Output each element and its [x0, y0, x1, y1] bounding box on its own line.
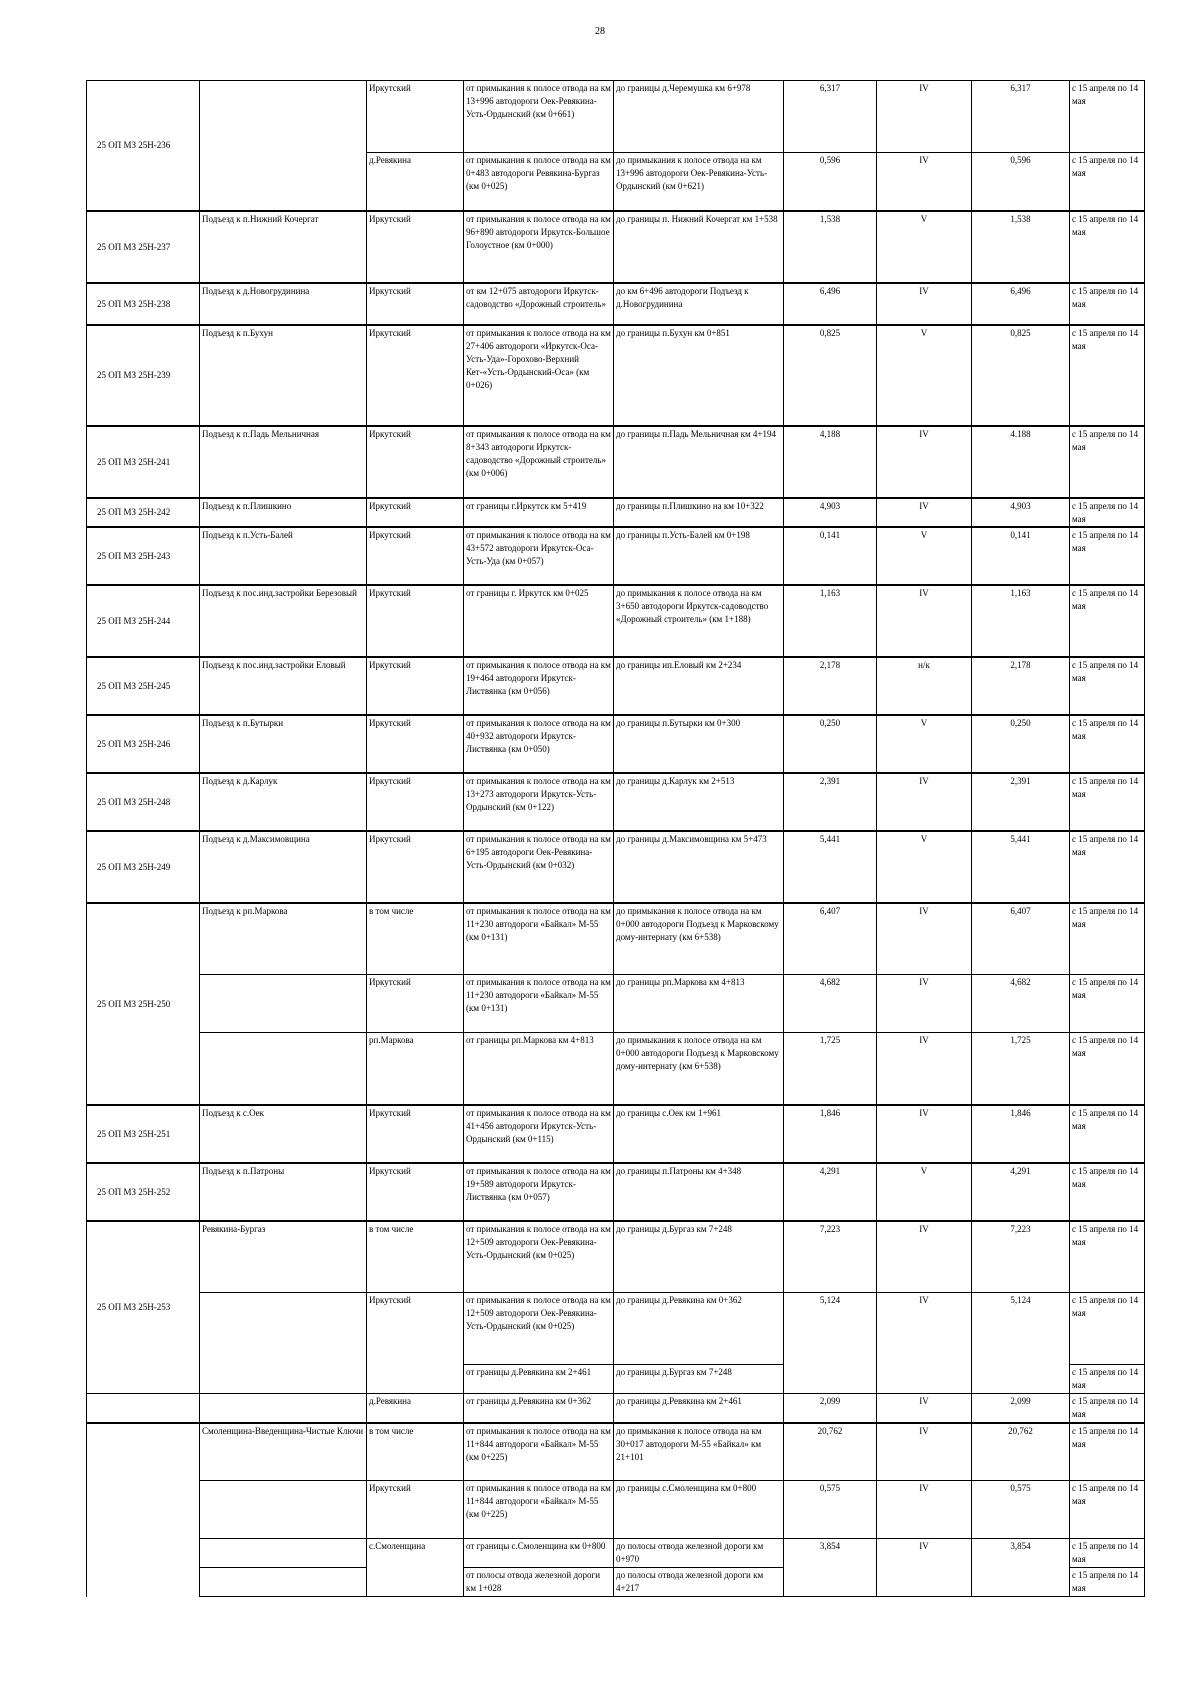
- category-cell: IV: [877, 1481, 972, 1539]
- to-cell: до полосы отвода железной дороги км 4+217: [614, 1568, 784, 1597]
- to-cell: до границы д.Бургаз км 7+248: [614, 1221, 784, 1293]
- length-restricted-cell: 0,250: [972, 715, 1070, 773]
- length-cell: 6,496: [784, 283, 877, 325]
- district-cell: с.Смоленщина: [367, 1539, 464, 1597]
- length-cell: 1,846: [784, 1105, 877, 1163]
- to-cell: до границы п.Падь Мельничная км 4+194: [614, 426, 784, 498]
- from-cell: от примыкания к полосе отвода на км 12+509 автодороги Оек-Ревякина-Усть-Ордынский (км 0+025): [464, 1293, 614, 1365]
- table-row: [87, 773, 1145, 831]
- table-row: [87, 1481, 1145, 1539]
- road-code-cell: 25 ОП МЗ 25Н-237: [87, 211, 200, 283]
- category-cell: IV: [877, 1394, 972, 1423]
- table-row: [87, 1221, 1145, 1293]
- from-cell: от км 12+075 автодороги Иркутск-садоводство «Дорожный строитель»: [464, 283, 614, 325]
- period-cell: с 15 апреля по 14 мая: [1070, 903, 1145, 975]
- length-restricted-cell: 3,854: [972, 1539, 1070, 1597]
- table-row: [87, 426, 1145, 498]
- category-cell: IV: [877, 81, 972, 153]
- length-cell: 1,725: [784, 1033, 877, 1105]
- from-cell: от примыкания к полосе отвода на км 13+996 автодороги Оек-Ревякина-Усть-Ордынский (км 0+661): [464, 81, 614, 153]
- table-row: [87, 831, 1145, 903]
- length-restricted-cell: 1,538: [972, 211, 1070, 283]
- category-cell: V: [877, 831, 972, 903]
- road-name-cell: Ревякина-Бургаз: [200, 1221, 367, 1293]
- length-restricted-cell: 4.188: [972, 426, 1070, 498]
- table-row: [87, 585, 1145, 657]
- to-cell: до границы д.Бургаз км 7+248: [614, 1365, 784, 1394]
- from-cell: от примыкания к полосе отвода на км 12+509 автодороги Оек-Ревякина-Усть-Ордынский (км 0+025): [464, 1221, 614, 1293]
- to-cell: до границы п.Патроны км 4+348: [614, 1163, 784, 1221]
- length-cell: 4,188: [784, 426, 877, 498]
- to-cell: до примыкания к полосе отвода на км 3+650 автодороги Иркутск-садоводство «Дорожный строитель» (км 1+188): [614, 585, 784, 657]
- district-cell: Иркутский: [367, 211, 464, 283]
- length-restricted-cell: 1,163: [972, 585, 1070, 657]
- length-cell: 0,596: [784, 153, 877, 211]
- length-cell: 0,250: [784, 715, 877, 773]
- from-cell: от примыкания к полосе отвода на км 11+230 автодороги «Байкал» М-55 (км 0+131): [464, 903, 614, 975]
- to-cell: до примыкания к полосе отвода на км 0+000 автодороги Подъезд к Марковскому дому-интернату (км 6+538): [614, 1033, 784, 1105]
- length-restricted-cell: 2,391: [972, 773, 1070, 831]
- table-row: [87, 975, 1145, 1033]
- category-cell: V: [877, 1163, 972, 1221]
- district-cell: д.Ревякина: [367, 1394, 464, 1423]
- from-cell: от примыкания к полосе отвода на км 96+890 автодороги Иркутск-Большое Голоустное (км 0+000): [464, 211, 614, 283]
- length-restricted-cell: 4,682: [972, 975, 1070, 1033]
- road-name-cell: Подъезд к п.Усть-Балей: [200, 527, 367, 585]
- road-name-cell: Подъезд к п.Плишкино: [200, 498, 367, 527]
- road-name-cell: Подъезд к пос.инд.застройки Березовый: [200, 585, 367, 657]
- road-code-cell: 25 ОП МЗ 25Н-236: [87, 81, 200, 211]
- district-cell: Иркутский: [367, 1293, 464, 1394]
- to-cell: до границы с.Смоленщина км 0+800: [614, 1481, 784, 1539]
- category-cell: IV: [877, 585, 972, 657]
- length-restricted-cell: 0,141: [972, 527, 1070, 585]
- length-cell: 1,163: [784, 585, 877, 657]
- from-cell: от примыкания к полосе отвода на км 40+932 автодороги Иркутск-Листвянка (км 0+050): [464, 715, 614, 773]
- category-cell: IV: [877, 1539, 972, 1597]
- category-cell: IV: [877, 426, 972, 498]
- district-cell: рп.Маркова: [367, 1033, 464, 1105]
- table-row: [87, 1293, 1145, 1365]
- period-cell: с 15 апреля по 14 мая: [1070, 1481, 1145, 1539]
- road-code-cell: 25 ОП МЗ 25Н-253: [87, 1221, 200, 1394]
- road-code-cell: 25 ОП МЗ 25Н-243: [87, 527, 200, 585]
- road-name-cell: Подъезд к п.Нижний Кочергат: [200, 211, 367, 283]
- period-cell: с 15 апреля по 14 мая: [1070, 527, 1145, 585]
- category-cell: н/к: [877, 657, 972, 715]
- district-cell: Иркутский: [367, 585, 464, 657]
- road-name-cell: [200, 81, 367, 211]
- category-cell: IV: [877, 498, 972, 527]
- length-cell: 0,575: [784, 1481, 877, 1539]
- length-cell: 4,291: [784, 1163, 877, 1221]
- period-cell: с 15 апреля по 14 мая: [1070, 498, 1145, 527]
- length-cell: 4,903: [784, 498, 877, 527]
- to-cell: до границы д.Максимовщина км 5+473: [614, 831, 784, 903]
- length-cell: 0,141: [784, 527, 877, 585]
- road-name-cell: [200, 1539, 367, 1568]
- length-cell: 7,223: [784, 1221, 877, 1293]
- length-restricted-cell: 4,903: [972, 498, 1070, 527]
- length-cell: 6,407: [784, 903, 877, 975]
- road-name-cell: [200, 1293, 367, 1394]
- road-code-cell: 25 ОП МЗ 25Н-251: [87, 1105, 200, 1163]
- to-cell: до границы п. Нижний Кочергат км 1+538: [614, 211, 784, 283]
- road-name-cell: [200, 1394, 367, 1423]
- period-cell: с 15 апреля по 14 мая: [1070, 1033, 1145, 1105]
- road-name-cell: Подъезд к д.Новогрудинина: [200, 283, 367, 325]
- length-restricted-cell: 6,317: [972, 81, 1070, 153]
- table-row: [87, 1539, 1145, 1568]
- from-cell: от границы рп.Маркова км 4+813: [464, 1033, 614, 1105]
- length-restricted-cell: 0,825: [972, 325, 1070, 426]
- district-cell: Иркутский: [367, 81, 464, 153]
- length-restricted-cell: 2,178: [972, 657, 1070, 715]
- district-cell: Иркутский: [367, 1481, 464, 1539]
- category-cell: V: [877, 527, 972, 585]
- length-restricted-cell: 20,762: [972, 1423, 1070, 1481]
- road-code-cell: 25 ОП МЗ 25Н-245: [87, 657, 200, 715]
- category-cell: IV: [877, 1423, 972, 1481]
- road-code-cell: 25 ОП МЗ 25Н-239: [87, 325, 200, 426]
- from-cell: от примыкания к полосе отвода на км 11+844 автодороги «Байкал» М-55 (км 0+225): [464, 1423, 614, 1481]
- length-cell: 0,825: [784, 325, 877, 426]
- period-cell: с 15 апреля по 14 мая: [1070, 1568, 1145, 1597]
- road-name-cell: Подъезд к п.Бутырки: [200, 715, 367, 773]
- length-restricted-cell: 2,099: [972, 1394, 1070, 1423]
- period-cell: с 15 апреля по 14 мая: [1070, 426, 1145, 498]
- road-name-cell: [200, 975, 367, 1033]
- road-code-cell: 25 ОП МЗ 25Н-238: [87, 283, 200, 325]
- road-code-cell: 25 ОП МЗ 25Н-241: [87, 426, 200, 498]
- district-cell: Иркутский: [367, 426, 464, 498]
- length-cell: 5,124: [784, 1293, 877, 1394]
- road-table: [86, 80, 1145, 1597]
- table-row: [87, 1105, 1145, 1163]
- category-cell: V: [877, 325, 972, 426]
- district-cell: Иркутский: [367, 1163, 464, 1221]
- to-cell: до границы д.Карлук км 2+513: [614, 773, 784, 831]
- road-name-cell: Подъезд к д.Карлук: [200, 773, 367, 831]
- to-cell: до примыкания к полосе отвода на км 0+000 автодороги Подъезд к Марковскому дому-интернату (км 6+538): [614, 903, 784, 975]
- period-cell: с 15 апреля по 14 мая: [1070, 585, 1145, 657]
- to-cell: до границы п.Бухун км 0+851: [614, 325, 784, 426]
- from-cell: от границы г.Иркутск км 5+419: [464, 498, 614, 527]
- category-cell: IV: [877, 283, 972, 325]
- road-name-cell: Подъезд к рп.Маркова: [200, 903, 367, 975]
- length-cell: 3,854: [784, 1539, 877, 1597]
- from-cell: от границы г. Иркутск км 0+025: [464, 585, 614, 657]
- period-cell: с 15 апреля по 14 мая: [1070, 283, 1145, 325]
- road-code-cell: 25 ОП МЗ 25Н-242: [87, 498, 200, 527]
- road-code-cell: 25 ОП МЗ 25Н-244: [87, 585, 200, 657]
- length-restricted-cell: 0,575: [972, 1481, 1070, 1539]
- period-cell: с 15 апреля по 14 мая: [1070, 715, 1145, 773]
- district-cell: Иркутский: [367, 657, 464, 715]
- length-cell: 4,682: [784, 975, 877, 1033]
- length-cell: 20,762: [784, 1423, 877, 1481]
- from-cell: от примыкания к полосе отвода на км 43+572 автодороги Иркутск-Оса-Усть-Уда (км 0+057): [464, 527, 614, 585]
- length-cell: 2,391: [784, 773, 877, 831]
- road-code-cell: [87, 1423, 200, 1597]
- road-code-cell: 25 ОП МЗ 25Н-252: [87, 1163, 200, 1221]
- length-cell: 2,178: [784, 657, 877, 715]
- district-cell: Иркутский: [367, 325, 464, 426]
- from-cell: от примыкания к полосе отвода на км 13+273 автодороги Иркутск-Усть-Ордынский (км 0+122): [464, 773, 614, 831]
- category-cell: IV: [877, 1221, 972, 1293]
- category-cell: IV: [877, 1033, 972, 1105]
- category-cell: V: [877, 211, 972, 283]
- table-row: [87, 498, 1145, 527]
- district-cell: Иркутский: [367, 715, 464, 773]
- length-cell: 2,099: [784, 1394, 877, 1423]
- page-number: 28: [595, 26, 605, 37]
- to-cell: до границы ип.Еловый км 2+234: [614, 657, 784, 715]
- district-cell: Иркутский: [367, 773, 464, 831]
- from-cell: от примыкания к полосе отвода на км 11+230 автодороги «Байкал» М-55 (км 0+131): [464, 975, 614, 1033]
- district-cell: Иркутский: [367, 283, 464, 325]
- district-cell: в том числе: [367, 1221, 464, 1293]
- length-restricted-cell: 4,291: [972, 1163, 1070, 1221]
- category-cell: IV: [877, 1293, 972, 1394]
- from-cell: от примыкания к полосе отвода на км 41+456 автодороги Иркутск-Усть-Ордынский (км 0+115): [464, 1105, 614, 1163]
- period-cell: с 15 апреля по 14 мая: [1070, 1163, 1145, 1221]
- road-name-cell: [200, 1568, 367, 1597]
- road-code-cell: 25 ОП МЗ 25Н-248: [87, 773, 200, 831]
- from-cell: от полосы отвода железной дороги км 1+028: [464, 1568, 614, 1597]
- from-cell: от границы д.Ревякина км 2+461: [464, 1365, 614, 1394]
- category-cell: V: [877, 715, 972, 773]
- table-row: [87, 657, 1145, 715]
- road-name-cell: Подъезд к п.Падь Мельничная: [200, 426, 367, 498]
- length-restricted-cell: 5,441: [972, 831, 1070, 903]
- category-cell: IV: [877, 903, 972, 975]
- to-cell: до границы п.Плишкино на км 10+322: [614, 498, 784, 527]
- length-cell: 1,538: [784, 211, 877, 283]
- from-cell: от примыкания к полосе отвода на км 19+589 автодороги Иркутск-Листвянка (км 0+057): [464, 1163, 614, 1221]
- road-code-cell: 25 ОП МЗ 25Н-246: [87, 715, 200, 773]
- road-name-cell: Подъезд к д.Максимовщина: [200, 831, 367, 903]
- period-cell: с 15 апреля по 14 мая: [1070, 1394, 1145, 1423]
- to-cell: до границы д.Ревякина км 2+461: [614, 1394, 784, 1423]
- district-cell: Иркутский: [367, 498, 464, 527]
- to-cell: до границы рп.Маркова км 4+813: [614, 975, 784, 1033]
- period-cell: с 15 апреля по 14 мая: [1070, 773, 1145, 831]
- road-name-cell: Подъезд к пос.инд.застройки Еловый: [200, 657, 367, 715]
- period-cell: с 15 апреля по 14 мая: [1070, 1105, 1145, 1163]
- to-cell: до границы с.Оек км 1+961: [614, 1105, 784, 1163]
- from-cell: от примыкания к полосе отвода на км 19+464 автодороги Иркутск-Листвянка (км 0+056): [464, 657, 614, 715]
- road-name-cell: [200, 1481, 367, 1539]
- road-code-cell: [87, 1394, 200, 1423]
- from-cell: от примыкания к полосе отвода на км 8+343 автодороги Иркутск-садоводство «Дорожный строитель» (км 0+006): [464, 426, 614, 498]
- district-cell: Иркутский: [367, 1105, 464, 1163]
- period-cell: с 15 апреля по 14 мая: [1070, 1293, 1145, 1365]
- to-cell: до границы д.Черемушка км 6+978: [614, 81, 784, 153]
- road-code-cell: 25 ОП МЗ 25Н-250: [87, 903, 200, 1105]
- period-cell: с 15 апреля по 14 мая: [1070, 1221, 1145, 1293]
- length-restricted-cell: 1,846: [972, 1105, 1070, 1163]
- table-row: [87, 1394, 1145, 1423]
- length-cell: 6,317: [784, 81, 877, 153]
- period-cell: с 15 апреля по 14 мая: [1070, 153, 1145, 211]
- road-name-cell: Смоленщина-Введенщина-Чистые Ключи: [200, 1423, 367, 1481]
- table-row: [87, 1163, 1145, 1221]
- length-restricted-cell: 6,407: [972, 903, 1070, 975]
- period-cell: с 15 апреля по 14 мая: [1070, 1365, 1145, 1394]
- road-name-cell: Подъезд к п.Бухун: [200, 325, 367, 426]
- category-cell: IV: [877, 153, 972, 211]
- road-code-cell: 25 ОП МЗ 25Н-249: [87, 831, 200, 903]
- length-restricted-cell: 7,223: [972, 1221, 1070, 1293]
- district-cell: в том числе: [367, 903, 464, 975]
- length-cell: 5,441: [784, 831, 877, 903]
- length-restricted-cell: 0,596: [972, 153, 1070, 211]
- period-cell: с 15 апреля по 14 мая: [1070, 1539, 1145, 1568]
- table-row: [87, 81, 1145, 153]
- table-row: [87, 211, 1145, 283]
- road-name-cell: Подъезд к с.Оек: [200, 1105, 367, 1163]
- district-cell: д.Ревякина: [367, 153, 464, 211]
- to-cell: до полосы отвода железной дороги км 0+970: [614, 1539, 784, 1568]
- period-cell: с 15 апреля по 14 мая: [1070, 1423, 1145, 1481]
- from-cell: от границы д.Ревякина км 0+362: [464, 1394, 614, 1423]
- to-cell: до границы д.Ревякина км 0+362: [614, 1293, 784, 1365]
- table-row: [87, 1033, 1145, 1105]
- from-cell: от границы с.Смоленщина км 0+800: [464, 1539, 614, 1568]
- district-cell: в том числе: [367, 1423, 464, 1481]
- to-cell: до км 6+496 автодороги Подъезд к д.Новогрудинина: [614, 283, 784, 325]
- district-cell: Иркутский: [367, 527, 464, 585]
- category-cell: IV: [877, 773, 972, 831]
- district-cell: Иркутский: [367, 975, 464, 1033]
- period-cell: с 15 апреля по 14 мая: [1070, 657, 1145, 715]
- from-cell: от примыкания к полосе отвода на км 11+844 автодороги «Байкал» М-55 (км 0+225): [464, 1481, 614, 1539]
- to-cell: до примыкания к полосе отвода на км 13+996 автодороги Оек-Ревякина-Усть-Ордынский (км 0+621): [614, 153, 784, 211]
- period-cell: с 15 апреля по 14 мая: [1070, 211, 1145, 283]
- table-row: [87, 283, 1145, 325]
- from-cell: от примыкания к полосе отвода на км 6+195 автодороги Оек-Ревякина-Усть-Ордынский (км 0+032): [464, 831, 614, 903]
- length-restricted-cell: 6,496: [972, 283, 1070, 325]
- to-cell: до примыкания к полосе отвода на км 30+017 автодороги М-55 «Байкал» км 21+101: [614, 1423, 784, 1481]
- table-row: [87, 527, 1145, 585]
- from-cell: от примыкания к полосе отвода на км 0+483 автодороги Ревякина-Бургаз (км 0+025): [464, 153, 614, 211]
- period-cell: с 15 апреля по 14 мая: [1070, 81, 1145, 153]
- period-cell: с 15 апреля по 14 мая: [1070, 325, 1145, 426]
- table-row: [87, 903, 1145, 975]
- category-cell: IV: [877, 975, 972, 1033]
- road-name-cell: [200, 1033, 367, 1105]
- period-cell: с 15 апреля по 14 мая: [1070, 975, 1145, 1033]
- period-cell: с 15 апреля по 14 мая: [1070, 831, 1145, 903]
- table-row: [87, 1423, 1145, 1481]
- from-cell: от примыкания к полосе отвода на км 27+406 автодороги «Иркутск-Оса-Усть-Уда»-Горохово-Верхний Кет-«Усть-Ордынский-Оса» (км 0+026): [464, 325, 614, 426]
- road-name-cell: Подъезд к п.Патроны: [200, 1163, 367, 1221]
- length-restricted-cell: 1,725: [972, 1033, 1070, 1105]
- to-cell: до границы п.Усть-Балей км 0+198: [614, 527, 784, 585]
- table-row: [87, 325, 1145, 426]
- table-row: [87, 715, 1145, 773]
- category-cell: IV: [877, 1105, 972, 1163]
- district-cell: Иркутский: [367, 831, 464, 903]
- to-cell: до границы п.Бутырки км 0+300: [614, 715, 784, 773]
- length-restricted-cell: 5,124: [972, 1293, 1070, 1394]
